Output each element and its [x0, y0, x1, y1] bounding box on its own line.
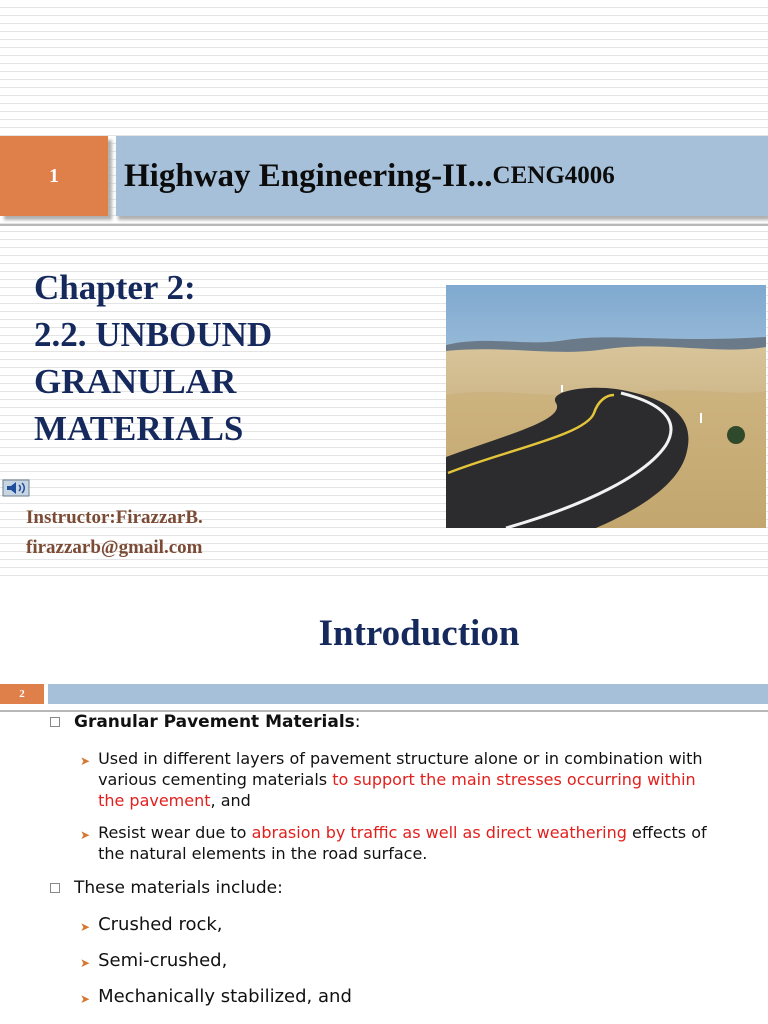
road-photo [446, 285, 766, 528]
slide-number: 1 [0, 136, 108, 216]
instructor-block [26, 503, 203, 563]
bullet-colon: : [354, 712, 361, 732]
chapter-line: Chapter 2: [34, 268, 196, 307]
sub-bullet-text [98, 822, 720, 864]
slide-2-title-bar [48, 684, 768, 704]
instructor-email[interactable]: firazzarb@gmail.com [26, 537, 203, 558]
material-item [80, 914, 223, 938]
heading-line-3: MATERIALS [34, 409, 244, 448]
speaker-icon[interactable] [2, 476, 30, 498]
sub1-text-b: , and [210, 791, 251, 810]
bullet-materials-include [50, 878, 283, 898]
title-bar [116, 136, 768, 216]
sub2-text-red: abrasion by traffic as well as direct weathering [251, 823, 627, 842]
bullet-granular-materials [50, 712, 361, 732]
course-code: CENG4006 [492, 162, 615, 189]
slide-2-number: 2 [0, 684, 44, 704]
sub1-text-a: Used in different layers of pavement structure alone or in combination with various cementing materials [98, 749, 703, 789]
material-item [80, 950, 227, 974]
material-text: Crushed rock, [98, 914, 223, 935]
sub2-text-a: Resist wear due to [98, 823, 252, 842]
arrow-bullet-icon: ➤ [80, 956, 91, 970]
heading-line-1: 2.2. UNBOUND [34, 315, 273, 354]
divider [0, 224, 768, 226]
sub1-text-red: to support the main stresses occurring within the pavement [98, 770, 696, 810]
arrow-bullet-icon: ➤ [80, 828, 91, 842]
sub-bullet-layers [80, 748, 720, 811]
material-text: Mechanically stabilized, and [98, 986, 352, 1007]
sub2-text-b: effects of the natural elements in the road surface. [98, 823, 707, 863]
arrow-bullet-icon: ➤ [80, 754, 91, 768]
heading-line-2: GRANULAR [34, 362, 237, 401]
arrow-bullet-icon: ➤ [80, 992, 91, 1006]
square-bullet-icon [50, 717, 60, 727]
material-text: Semi-crushed, [98, 950, 228, 971]
sub-bullet-text [98, 748, 720, 811]
arrow-bullet-icon: ➤ [80, 920, 91, 934]
bullet-label: Granular Pavement Materials [74, 712, 355, 732]
instructor-name: Instructor:FirazzarB. [26, 507, 203, 528]
material-item [80, 986, 352, 1010]
introduction-title: Introduction [318, 613, 520, 654]
chapter-heading [34, 264, 434, 452]
sub-bullet-wear [80, 822, 720, 864]
square-bullet-icon [50, 883, 60, 893]
course-title: Highway Engineering-II... [124, 157, 493, 194]
bullet-label: These materials include: [74, 878, 283, 898]
